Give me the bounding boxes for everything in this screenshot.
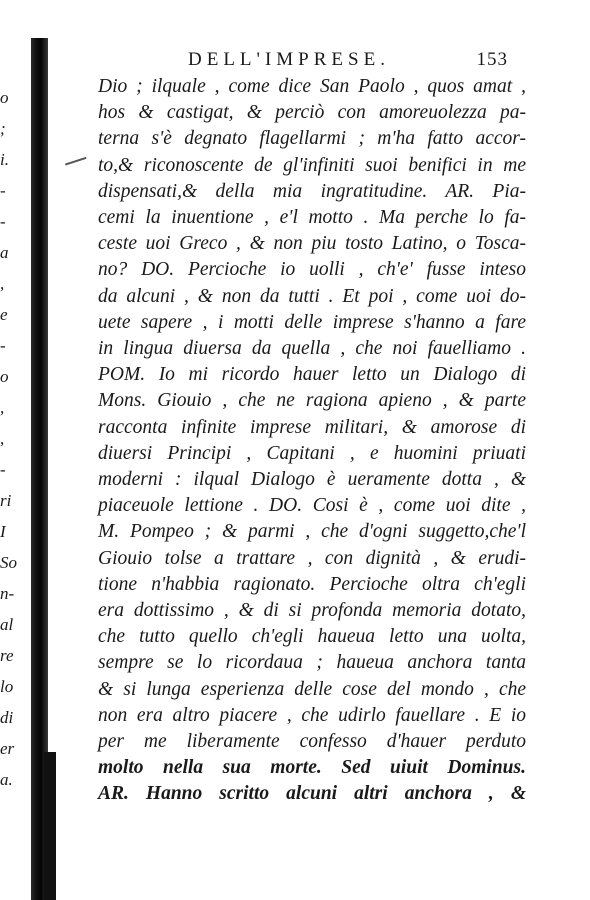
facing-page-fragment: - [0, 212, 6, 231]
text-line: no? DO. Percioche io uolli , ch'e' fusse inteso [98, 259, 526, 281]
facing-page-fragment: re [0, 646, 14, 665]
facing-page-fragment: lo [0, 677, 14, 696]
binding-shadow [44, 752, 56, 900]
facing-page-fragment: - [0, 336, 6, 355]
text-line: Giouio tolse a trattare , con dignità , & erudi- [98, 547, 526, 569]
text-line: era dottissimo , & di si profonda memoria dotato, [98, 600, 526, 621]
facing-page-fragment: e [0, 305, 8, 324]
text-line: Mons. Giouio , che ne ragiona apieno , & parte [98, 390, 526, 412]
facing-page-fragment: - [0, 181, 6, 200]
facing-page-fragment: , [0, 274, 5, 293]
facing-page-fragment: di [0, 708, 14, 727]
text-line: molto nella sua morte. Sed uiuit Dominus. [98, 757, 526, 779]
text-line: piaceuole lettione . DO. Cosi è , come uoi dite , [98, 495, 526, 517]
text-line: racconta infinite imprese militari, & amorose di [98, 416, 526, 438]
text-line: sempre se lo ricordaua ; haueua anchora tanta [98, 652, 526, 674]
facing-page-fragment: o [0, 88, 9, 107]
text-line: tione n'habbia ragionato. Percioche oltra ch'egli [98, 573, 526, 595]
text-line: per me liberamente confesso d'hauer perduto [98, 731, 526, 752]
facing-page-fragment: ri [0, 491, 12, 510]
facing-page-fragment: er [0, 739, 15, 758]
facing-page-fragment: - [0, 460, 6, 479]
text-line: non era altro piacere , che udirlo fauellare . E io [98, 704, 526, 726]
text-line: ceste uoi Greco , & non piu tosto Latino, o Tosca- [98, 233, 526, 255]
facing-page-fragment: , [0, 429, 5, 448]
facing-page-fragment: a. [0, 770, 13, 789]
text-line: dispensati,& della mia ingratitudine. AR. Pia- [98, 180, 526, 202]
text-line: uete sapere , i motti delle imprese s'hanno a fare [98, 311, 526, 333]
facing-page-fragment: a [0, 243, 9, 262]
facing-page-fragment: , [0, 398, 5, 417]
text-line: in lingua diuersa da quella , che noi fauelliamo . [98, 338, 526, 359]
text-line: to,& riconoscente de gl'infiniti suoi benifici in me [98, 154, 526, 176]
page-number: 153 [476, 49, 508, 70]
text-line: cemi la inuentione , e'l motto . Ma perche lo fa- [98, 207, 526, 228]
facing-page-fragment: i. [0, 150, 9, 169]
text-line: AR. Hanno scritto alcuni altri anchora , & [98, 783, 526, 805]
facing-page-fragment: o [0, 367, 9, 386]
running-title: DELL'IMPRESE. [188, 49, 390, 70]
text-line: Dio ; ilquale , come dice San Paolo , quos amat , [98, 76, 526, 97]
text-line: POM. Io mi ricordo hauer letto un Dialogo di [98, 364, 526, 386]
text-line: hos & castigat, & perciò con amoreuolezza pa- [98, 102, 526, 124]
text-line: M. Pompeo ; & parmi , che d'ogni suggetto,che'l [98, 521, 526, 543]
facing-page-fragment: al [0, 615, 14, 634]
text-line: moderni : ilqual Dialogo è ueramente dotta , & [98, 469, 526, 490]
ink-smudge [65, 157, 89, 173]
text-line: terna s'è degnato flagellarmi ; m'ha fatto accor- [98, 128, 526, 150]
text-line: da alcuni , & non da tutti . Et poi , come uoi do- [98, 285, 526, 307]
text-line: diuersi Principi , Capitani , e huomini priuati [98, 442, 526, 464]
facing-page-fragment: So [0, 553, 17, 572]
text-line: & si lunga esperienza delle cose del mondo , che [98, 678, 526, 700]
facing-page-fragment: ; [0, 119, 6, 138]
facing-page-fragment: n- [0, 584, 15, 603]
text-line: che tutto quello ch'egli haueua letto una uolta, [98, 626, 526, 648]
facing-page-fragment: I [0, 522, 6, 541]
page-header [188, 49, 508, 77]
